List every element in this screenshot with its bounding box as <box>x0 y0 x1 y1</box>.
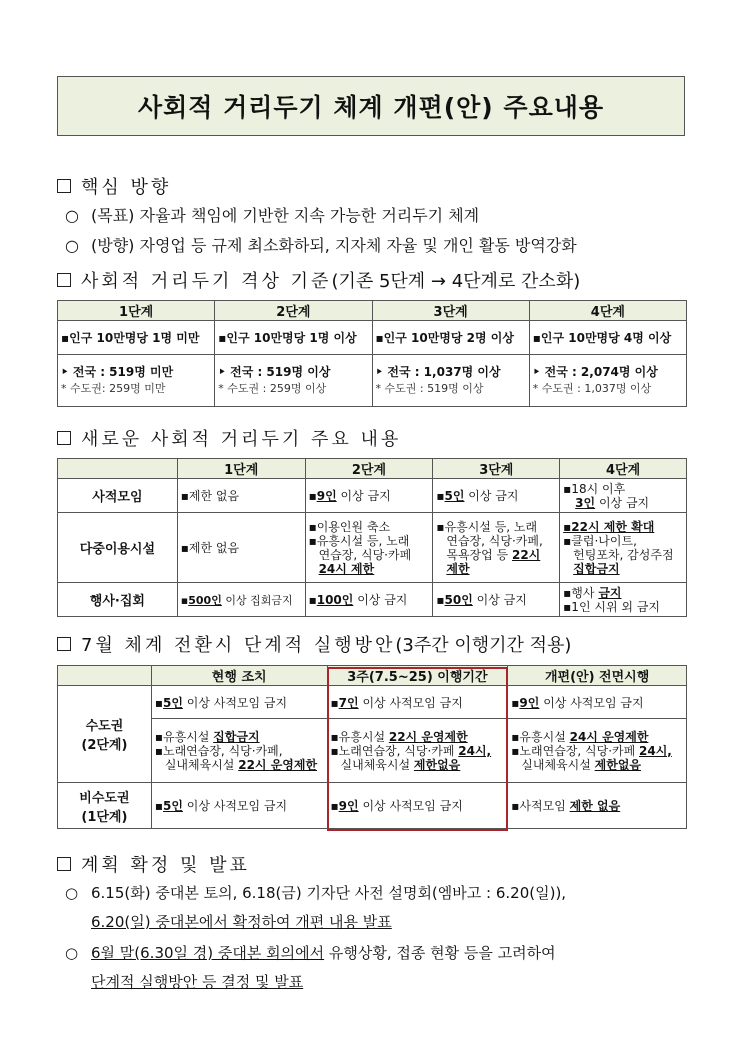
cell: ▪50인 이상 금지 <box>433 583 560 617</box>
stage-header: 2단계 <box>305 459 433 479</box>
stage-national: ‣ 전국 : 519명 미만 <box>61 365 174 379</box>
cell: ▪500인 이상 집회금지 <box>177 583 305 617</box>
cell: ▪5인 이상 금지 <box>433 479 560 513</box>
section-july-transition <box>57 631 571 657</box>
bullet-end-of-june: ○ 6월 말(6.30일 경) 중대본 회의에서 유행상황, 접종 현황 등을 고려하여 <box>65 944 556 962</box>
circle-bullet-icon: ○ <box>65 944 79 962</box>
cell: ▪18시 이후 3인 이상 금지 <box>560 479 687 513</box>
cell: ▪22시 제한 확대 ▪클럽·나이트, 헌팅포차, 감성주점 집합금지 <box>560 513 687 583</box>
stage-header: 2단계 <box>215 301 372 321</box>
section-heading: 7월 체계 전환시 단계적 실행방안 <box>81 635 396 656</box>
stage-criterion: ▪인구 10만명당 2명 이상 <box>372 321 529 355</box>
col-header-transition: 3주(7.5~25) 이행기간 <box>327 666 508 686</box>
cell: ▪9인 이상 사적모임 금지 <box>508 686 687 719</box>
stage-header: 1단계 <box>58 301 215 321</box>
stage-header: 1단계 <box>177 459 305 479</box>
stage-national: ‣ 전국 : 2,074명 이상 <box>532 365 658 379</box>
row-label-multi-use-facility: 다중이용시설 <box>58 513 178 583</box>
col-header-current: 현행 조치 <box>151 666 327 686</box>
cell: ▪유흥시설 22시 운영제한 ▪노래연습장, 식당·카페 24시, 실내체육시설 제한없음 <box>327 719 508 783</box>
section-escalation-criteria <box>57 267 580 293</box>
section-heading-suffix: (기존 5단계 → 4단계로 간소화) <box>331 271 581 292</box>
bullet-direction: ○ (방향) 자영업 등 규제 최소화하되, 지자체 자율 및 개인 활동 방역강화 <box>65 236 577 255</box>
section-heading: 새로운 사회적 거리두기 주요 내용 <box>81 429 402 450</box>
section-core-direction <box>57 173 171 199</box>
stage-capital: * 수도권: 259명 미만 <box>61 382 166 395</box>
cell: ▪유흥시설 24시 운영제한 ▪노래연습장, 식당·카페 24시, 실내체육시설 제한없음 <box>508 719 687 783</box>
section-heading-suffix: (3주간 이행기간 적용) <box>395 635 572 656</box>
stage-header: 4단계 <box>560 459 687 479</box>
cell: ▪100인 이상 금지 <box>305 583 433 617</box>
row-label-non-capital: 비수도권 (1단계) <box>58 783 152 829</box>
stage-capital: * 수도권 : 1,037명 이상 <box>532 382 652 395</box>
cell: ▪5인 이상 사적모임 금지 <box>151 686 327 719</box>
cell: ▪5인 이상 사적모임 금지 <box>151 783 327 829</box>
bullet-schedule: ○ 6.15(화) 중대본 토의, 6.18(금) 기자단 사전 설명회(엠바고 : 6.20(일)), <box>65 884 567 902</box>
row-label-capital: 수도권 (2단계) <box>58 686 152 783</box>
stage-national: ‣ 전국 : 519명 이상 <box>218 365 331 379</box>
col-header-full: 개편(안) 전면시행 <box>508 666 687 686</box>
cell: ▪9인 이상 사적모임 금지 <box>327 783 508 829</box>
circle-bullet-icon: ○ <box>65 236 79 255</box>
stage-criteria-table <box>57 300 687 407</box>
stage-header: 3단계 <box>433 459 560 479</box>
stage-criterion: ▪인구 10만명당 1명 이상 <box>215 321 372 355</box>
cell: ▪7인 이상 사적모임 금지 <box>327 686 508 719</box>
stage-capital: * 수도권 : 259명 이상 <box>218 382 327 395</box>
stage-national: ‣ 전국 : 1,037명 이상 <box>375 365 501 379</box>
checkbox-square-icon <box>57 179 71 193</box>
document-title: 사회적 거리두기 체계 개편(안) 주요내용 <box>57 76 685 136</box>
new-distancing-table <box>57 458 687 617</box>
circle-bullet-icon: ○ <box>65 206 79 225</box>
section-heading: 사회적 거리두기 격상 기준 <box>81 271 332 292</box>
cell: ▪유흥시설 집합금지 ▪노래연습장, 식당·카페, 실내체육시설 22시 운영제한 <box>151 719 327 783</box>
stage-capital: * 수도권 : 519명 이상 <box>375 382 484 395</box>
section-heading: 핵심 방향 <box>81 177 172 198</box>
cell: ▪행사 금지 ▪1인 시위 외 금지 <box>560 583 687 617</box>
checkbox-square-icon <box>57 273 71 287</box>
section-new-distancing <box>57 425 401 451</box>
section-plan-announcement <box>57 851 250 877</box>
section-heading: 계획 확정 및 발표 <box>81 855 250 876</box>
cell: ▪유흥시설 등, 노래 연습장, 식당·카페, 목욕장업 등 22시 제한 <box>433 513 560 583</box>
row-label-private-gathering: 사적모임 <box>58 479 178 513</box>
stage-criterion: ▪인구 10만명당 1명 미만 <box>58 321 215 355</box>
transition-plan-table <box>57 665 687 829</box>
cell: ▪제한 없음 <box>177 479 305 513</box>
circle-bullet-icon: ○ <box>65 884 79 902</box>
checkbox-square-icon <box>57 857 71 871</box>
stage-header: 4단계 <box>529 301 686 321</box>
row-label-event-rally: 행사·집회 <box>58 583 178 617</box>
checkbox-square-icon <box>57 637 71 651</box>
checkbox-square-icon <box>57 431 71 445</box>
cell: ▪이용인원 축소 ▪유흥시설 등, 노래 연습장, 식당·카페 24시 제한 <box>305 513 433 583</box>
stage-header: 3단계 <box>372 301 529 321</box>
cell: ▪사적모임 제한 없음 <box>508 783 687 829</box>
stage-criterion: ▪인구 10만명당 4명 이상 <box>529 321 686 355</box>
cell: ▪제한 없음 <box>177 513 305 583</box>
bullet-goal: ○ (목표) 자율과 책임에 기반한 지속 가능한 거리두기 체계 <box>65 206 480 225</box>
bullet-schedule-cont: 6.20(일) 중대본에서 확정하여 개편 내용 발표 <box>91 913 392 931</box>
cell: ▪9인 이상 금지 <box>305 479 433 513</box>
bullet-end-of-june-cont: 단계적 실행방안 등 결정 및 발표 <box>91 973 304 991</box>
